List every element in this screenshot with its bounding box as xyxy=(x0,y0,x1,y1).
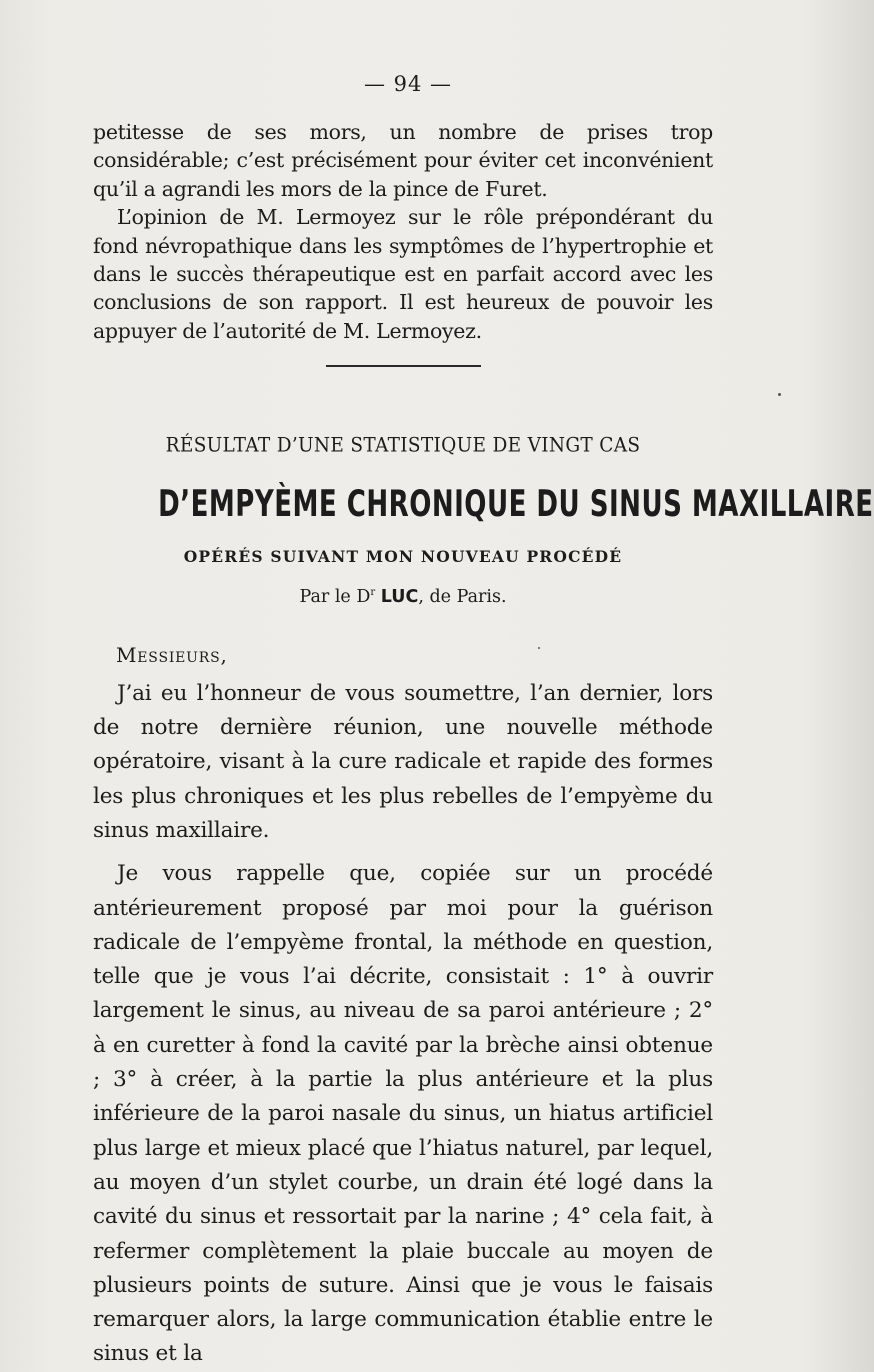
byline-author: LUC xyxy=(380,586,419,607)
book-page xyxy=(93,72,874,1372)
continuation-paragraph-1: petitesse de ses mors, un nombre de prises trop considérable; c’est précisément pour éviter cet inconvénient qu’il a agrandi les mors de la pince de Furet. xyxy=(93,120,713,201)
salutation: Messieurs, xyxy=(116,642,228,667)
article-title-line-1: RÉSULTAT D’UNE STATISTIQUE DE VINGT CAS xyxy=(165,433,641,457)
article-title-line-3: OPÉRÉS SUIVANT MON NOUVEAU PROCÉDÉ xyxy=(183,546,623,566)
print-speck xyxy=(538,647,540,649)
byline-suffix: , de Paris. xyxy=(418,586,507,607)
print-speck xyxy=(778,393,781,396)
continuation-paragraph-2: L’opinion de M. Lermoyez sur le rôle prépondérant du fond névropathique dans les symptômes de l’hypertrophie et dans le succès thérapeutique est en parfait accord avec les conclusions de son rapport. Il est heureux de pouvoir les appuyer de l’autorité de M. Lermoyez. xyxy=(93,205,713,343)
byline-prefix: Par le D xyxy=(299,586,371,607)
section-divider-rule xyxy=(326,365,481,367)
body-paragraph-1: J’ai eu l’honneur de vous soumettre, l’an dernier, lors de notre dernière réunion, une nouvelle méthode opératoire, visant à la cure radicale et rapide des formes les plus chroniques et les plus rebelles de l’empyème du sinus maxillaire. xyxy=(93,680,713,843)
body-paragraph-2: Je vous rappelle que, copiée sur un procédé antérieurement proposé par moi pour la guérison radicale de l’empyème frontal, la méthode en question, telle que je vous l’ai décrite, consistait : 1° à ouvrir largement le sinus, au niveau de sa paroi antérieure ; 2° à en curetter à fond la cavité par la brèche ainsi obtenue ; 3° à créer, à la partie la plus antérieure et la plus inférieure de la paroi nasale du sinus, un hiatus artificiel plus large et mieux placé que l’hiatus naturel, par lequel, au moyen d’un stylet courbe, un drain été logé dans la cavité du sinus et ressortait par la narine ; 4° cela fait, à refermer complètement la plaie buccale au moyen de plusieurs points de suture. Ainsi que je vous le faisais remarquer alors, la large communication établie entre le sinus et la xyxy=(93,861,713,1367)
byline-superscript: r xyxy=(370,586,376,598)
author-byline xyxy=(93,587,713,607)
page-number: — 94 — xyxy=(363,72,453,96)
article-title-line-2: D’EMPYÈME CHRONIQUE DU SINUS MAXILLAIRE xyxy=(158,481,874,525)
article-body xyxy=(93,677,713,1372)
